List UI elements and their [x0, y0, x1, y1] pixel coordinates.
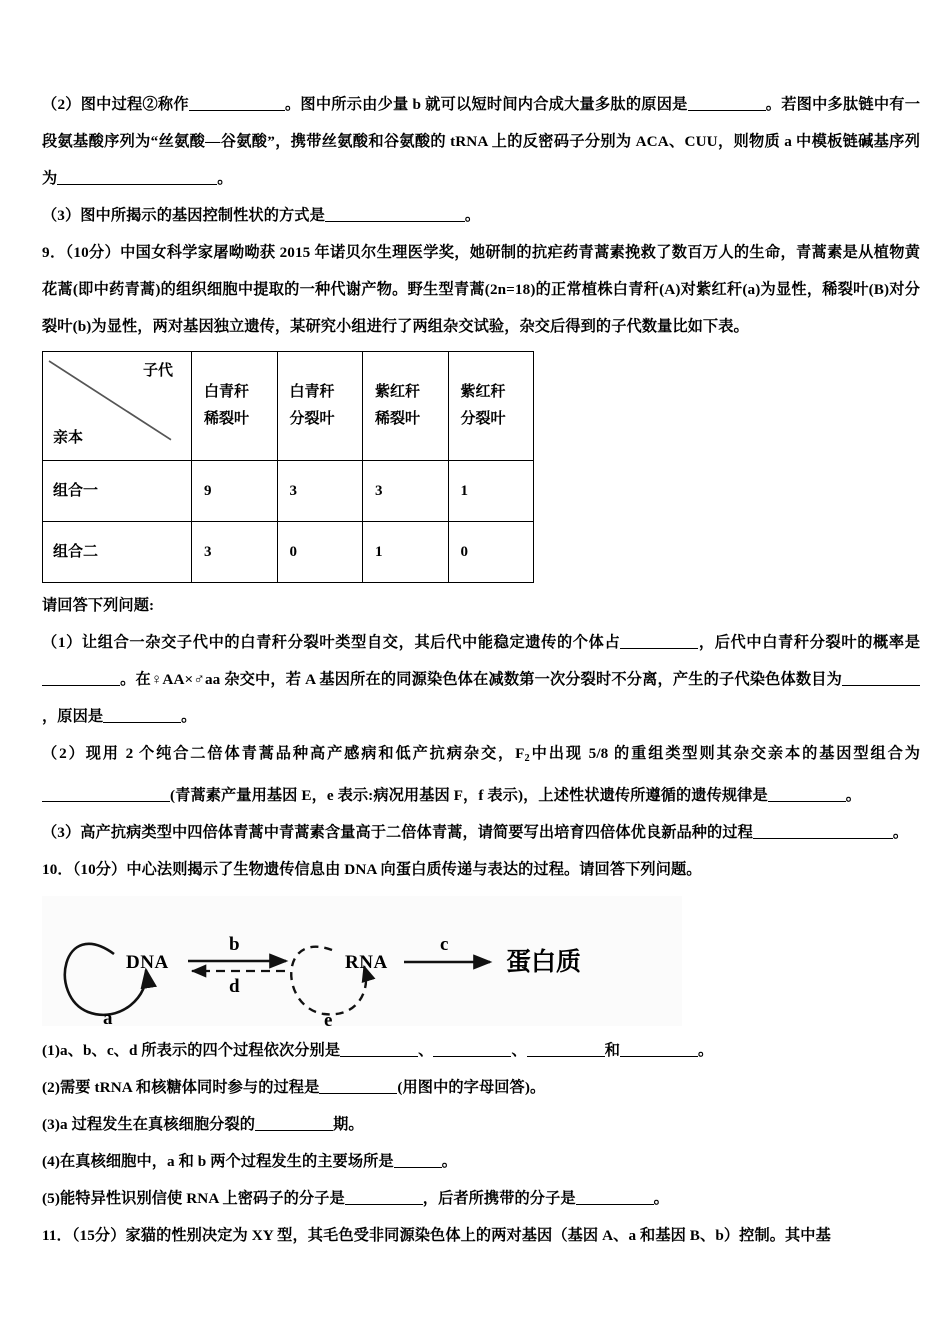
answer-blank[interactable]	[394, 1167, 442, 1168]
table-row	[43, 461, 534, 522]
q10-p1-seg3: 、	[511, 1041, 527, 1059]
label-e: e	[324, 1009, 333, 1026]
answer-prompt: 请回答下列问题:	[42, 597, 155, 614]
cross-results-table	[42, 351, 534, 583]
question-11-stem	[42, 1217, 920, 1254]
q9-p2-seg1: （2）现用 2 个纯合二倍体青蒿品种高产感病和低产抗病杂交，F	[42, 745, 525, 762]
col4-line2: 分裂叶	[460, 411, 506, 427]
question-10-part-4	[42, 1143, 920, 1180]
answer-blank[interactable]	[42, 801, 170, 802]
col1-line2: 稀裂叶	[204, 411, 250, 427]
question-10-part-1	[42, 1032, 920, 1069]
q10-p1-seg5: 。	[698, 1041, 714, 1059]
q10-p2-seg1: (2)需要 tRNA 和核糖体同时参与的过程是	[42, 1078, 320, 1096]
row-label-2: 组合二	[43, 522, 192, 583]
q9-p1-seg3: 。在♀AA×♂aa 杂交中，若 A 基因所在的同源染色体在减数第一次分裂时不分离，产生的子代染色体数目为	[120, 671, 842, 688]
q10-p4-seg2: 。	[441, 1152, 457, 1170]
q10-p5-seg3: 。	[653, 1189, 669, 1207]
question-8-part-3	[42, 197, 920, 234]
q10-p5-seg2: ，后者所携带的分子是	[422, 1189, 576, 1207]
answer-blank[interactable]	[340, 1056, 418, 1057]
q8-p3-seg2: 。	[464, 207, 481, 224]
answer-blank[interactable]	[57, 184, 217, 185]
answer-blank[interactable]	[319, 1093, 397, 1094]
corner-parent-label: 亲本	[53, 430, 84, 446]
q8-p2-seg3: 。若图中多肽链中有一段氨基酸序列为“丝氨酸—谷氨酸”，携带丝氨酸和谷氨酸的 tRNA 上的反密码子分别为 ACA、CUU，则物质 a 中模板链碱基序列为	[42, 96, 921, 187]
column-header-4	[448, 352, 534, 461]
q9-p2-seg2: 中出现 5/8 的重组类型则其杂交亲本的基因型组合为	[529, 745, 920, 762]
q10-p3-seg2: 期。	[333, 1115, 364, 1133]
cell-r2c4: 0	[448, 522, 534, 583]
column-header-3	[363, 352, 449, 461]
page-body	[42, 86, 920, 1254]
label-a: a	[103, 1007, 113, 1026]
cell-r1c3: 3	[363, 461, 449, 522]
q11-score: （15分）	[71, 1226, 126, 1244]
cell-r2c2: 0	[277, 522, 363, 583]
question-9-part-2	[42, 735, 920, 814]
q9-p2-seg4: 。	[845, 786, 862, 804]
q8-p2-seg1: （2）图中过程②称作	[42, 96, 189, 113]
answer-blank[interactable]	[842, 685, 920, 686]
question-10-stem	[42, 851, 920, 888]
cell-r1c1: 9	[192, 461, 278, 522]
q9-p3-seg2: 。	[892, 823, 909, 841]
col4-line1: 紫红秆	[460, 384, 506, 400]
cell-r2c1: 3	[192, 522, 278, 583]
column-header-1	[192, 352, 278, 461]
q8-p2-seg2: 。图中所示由少量 b 就可以短时间内合成大量多肽的原因是	[284, 96, 688, 113]
col1-line1: 白青秆	[204, 384, 250, 400]
q9-p1-seg5: 。	[181, 708, 197, 725]
central-dogma-figure	[42, 896, 682, 1026]
node-dna: DNA	[126, 951, 169, 973]
q9-p2-subscript: 2	[524, 752, 530, 764]
q10-p3-seg1: (3)a 过程发生在真核细胞分裂的	[42, 1115, 256, 1133]
answer-blank[interactable]	[620, 648, 698, 649]
column-header-2	[277, 352, 363, 461]
q9-p3-seg1: （3）高产抗病类型中四倍体青蒿中青蒿素含量高于二倍体青蒿，请简要写出培育四倍体优良新品种的过程	[42, 823, 753, 841]
answer-blank[interactable]	[325, 221, 465, 222]
label-c: c	[440, 933, 449, 955]
question-10-part-5	[42, 1180, 920, 1217]
answer-blank[interactable]	[768, 801, 846, 802]
row-label-1: 组合一	[43, 461, 192, 522]
table-row	[43, 522, 534, 583]
node-protein: 蛋白质	[506, 948, 582, 976]
q9-p1-seg2: ，后代中白青秆分裂叶的概率是	[698, 634, 921, 651]
col3-line2: 稀裂叶	[375, 411, 421, 427]
label-b: b	[229, 933, 240, 955]
corner-child-label: 子代	[142, 363, 173, 379]
label-d: d	[229, 975, 240, 997]
central-dogma-svg	[42, 896, 682, 1026]
q10-p1-seg1: (1)a、b、c、d 所表示的四个过程依次分别是	[42, 1041, 341, 1059]
q10-stem-text: 中心法则揭示了生物遗传信息由 DNA 向蛋白质传递与表达的过程。请回答下列问题。	[126, 860, 702, 878]
q10-p2-seg2: (用图中的字母回答)。	[397, 1078, 546, 1096]
q9-stem-text: 中国女科学家屠呦呦获 2015 年诺贝尔生理医学奖，她研制的抗疟药青蒿素挽救了数百万人的生命，青蒿素是从植物黄花蒿(即中药青蒿)的组织细胞中提取的一种代谢产物。野生型青蒿(2n=18)的正常植株白青秆(A)对紫红秆(a)为显性，稀裂叶(B)对分裂叶(b)为显性，两对基因独立遗传，某研究小组进行了两组杂交试验，杂交后得到的子代数量比如下表。	[42, 244, 921, 335]
col3-line1: 紫红秆	[375, 384, 421, 400]
q10-p1-seg4: 和	[604, 1041, 621, 1059]
question-9-part-1	[42, 624, 920, 735]
q11-stem-text: 家猫的性别决定为 XY 型，其毛色受非同源染色体上的两对基因（基因 A、a 和基因 B、b）控制。其中基	[125, 1226, 831, 1244]
q9-number: 9．	[42, 244, 66, 261]
q8-p3-seg1: （3）图中所揭示的基因控制性状的方式是	[42, 207, 325, 224]
col2-line2: 分裂叶	[289, 411, 335, 427]
answer-blank[interactable]	[42, 685, 120, 686]
node-rna: RNA	[345, 951, 388, 973]
q9-p1-seg4: ，原因是	[42, 708, 104, 725]
cell-r2c3: 1	[363, 522, 449, 583]
col2-line1: 白青秆	[289, 384, 335, 400]
question-9-part-3	[42, 814, 920, 851]
question-8-part-2	[42, 86, 920, 197]
answer-blank[interactable]	[688, 110, 766, 111]
table-corner-cell	[43, 352, 192, 461]
q10-score: （10分）	[72, 860, 127, 878]
question-10-part-3	[42, 1106, 920, 1143]
q8-p2-seg4: 。	[217, 170, 233, 187]
answer-blank[interactable]	[753, 838, 881, 839]
q9-p2-seg3: (青蒿素产量用基因 E，e 表示:病况用基因 F，f 表示)，上述性状遗传所遵循的遗传规律是	[170, 786, 768, 804]
q9-p1-seg1: （1）让组合一杂交子代中的白青秆分裂叶类型自交，其后代中能稳定遗传的个体占	[42, 634, 621, 651]
answer-blank[interactable]	[189, 110, 285, 111]
q9-score: （10分）	[65, 244, 121, 261]
question-10-part-2	[42, 1069, 920, 1106]
q10-p5-seg1: (5)能特异性识别信使 RNA 上密码子的分子是	[42, 1189, 345, 1207]
answer-blank[interactable]	[255, 1130, 333, 1131]
cell-r1c2: 3	[277, 461, 363, 522]
q10-p1-seg2: 、	[418, 1041, 434, 1059]
answer-blank[interactable]	[433, 1056, 511, 1057]
q10-number: 10．	[42, 860, 73, 878]
question-9-stem	[42, 234, 920, 345]
q11-number: 11．	[42, 1226, 72, 1244]
table-header-row	[43, 352, 534, 461]
cell-r1c4: 1	[448, 461, 534, 522]
answer-blank[interactable]	[103, 722, 181, 723]
answer-blank[interactable]	[345, 1204, 423, 1205]
answer-blank[interactable]	[576, 1204, 654, 1205]
q10-p4-seg1: (4)在真核细胞中，a 和 b 两个过程发生的主要场所是	[42, 1152, 394, 1170]
answer-blank[interactable]	[620, 1056, 698, 1057]
answer-blank[interactable]	[527, 1056, 605, 1057]
answer-blank[interactable]	[881, 838, 893, 839]
